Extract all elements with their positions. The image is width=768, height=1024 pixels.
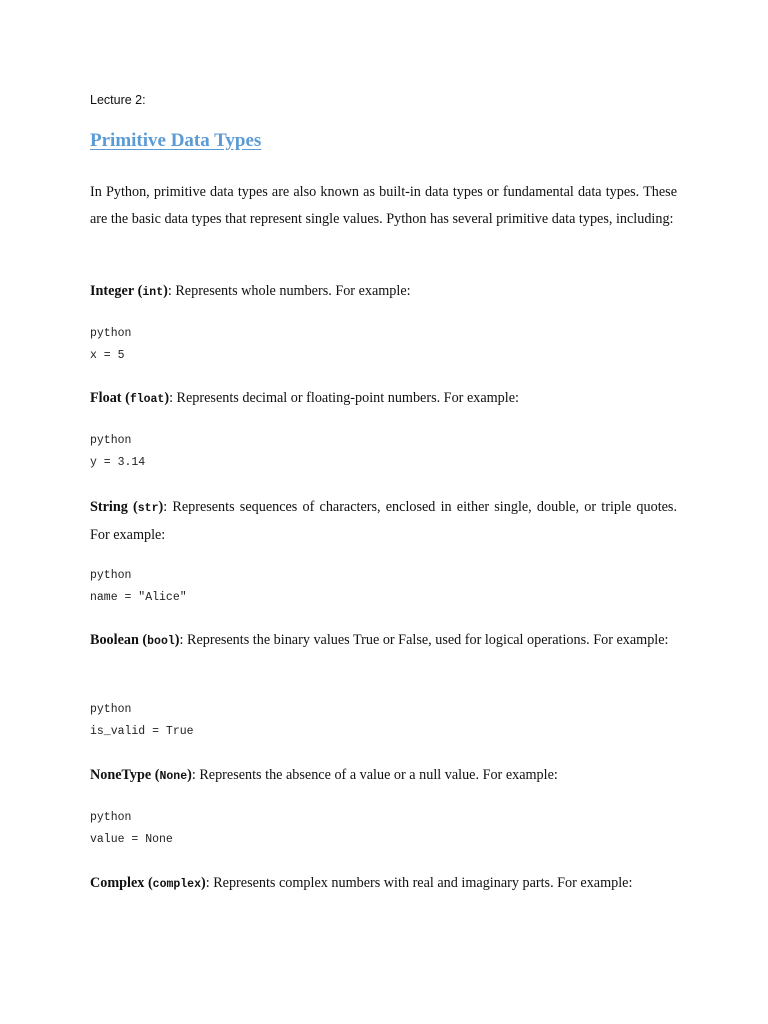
type-complex: Complex (complex): Represents complex numbers with real and imaginary parts. For example:	[90, 875, 633, 891]
code-line: x = 5	[90, 349, 125, 362]
type-integer: Integer (int): Represents whole numbers. For example:	[90, 283, 411, 299]
type-code: None	[159, 770, 188, 783]
type-float: Float (float): Represents decimal or floating-point numbers. For example:	[90, 390, 519, 406]
type-name: Integer	[90, 283, 135, 299]
code-example-boolean	[90, 699, 677, 743]
type-name: NoneType	[90, 767, 152, 783]
code-example-string	[90, 565, 677, 609]
code-lang-label: python	[90, 434, 132, 447]
type-code: float	[129, 393, 165, 406]
type-code: str	[137, 502, 159, 515]
code-lang-label: python	[90, 703, 132, 716]
type-name: String	[90, 499, 128, 515]
type-string: String (str): Represents sequences of characters, enclosed in either single, double, or triple quotes. For example:	[90, 499, 677, 543]
code-line: y = 3.14	[90, 456, 146, 469]
code-line: name = "Alice"	[90, 591, 187, 604]
page-title: Primitive Data Types	[90, 130, 262, 151]
type-code: int	[142, 286, 164, 299]
type-nonetype: NoneType (None): Represents the absence of a value or a null value. For example:	[90, 767, 558, 783]
type-description: : Represents whole numbers. For example:	[167, 283, 411, 299]
type-code: bool	[147, 635, 175, 648]
type-description: : Represents complex numbers with real and imaginary parts. For example:	[205, 875, 633, 891]
code-lang-label: python	[90, 327, 132, 340]
type-boolean: Boolean (bool): Represents the binary values True or False, used for logical operations. For example:	[90, 632, 669, 648]
code-lang-label: python	[90, 569, 132, 582]
code-lang-label: python	[90, 811, 132, 824]
type-description: : Represents sequences of characters, enclosed in either single, double, or triple quotes. For example:	[90, 499, 677, 543]
code-example-float	[90, 430, 677, 474]
type-code: complex	[152, 878, 201, 891]
type-description: : Represents decimal or floating-point numbers. For example:	[169, 390, 519, 406]
type-description: : Represents the absence of a value or a null value. For example:	[191, 767, 558, 783]
type-name: Float	[90, 390, 122, 406]
type-description: : Represents the binary values True or False, used for logical operations. For example:	[179, 632, 669, 648]
type-name: Boolean	[90, 632, 139, 648]
lecture-label: Lecture 2:	[90, 93, 146, 107]
code-example-nonetype	[90, 807, 677, 851]
intro-paragraph: In Python, primitive data types are also known as built-in data types or fundamental data types. These are the basic data types that represent single values. Python has several primitive data types, including:	[90, 184, 677, 227]
code-line: is_valid = True	[90, 725, 194, 738]
code-example-integer	[90, 323, 677, 367]
code-line: value = None	[90, 833, 173, 846]
type-name: Complex	[90, 875, 145, 891]
